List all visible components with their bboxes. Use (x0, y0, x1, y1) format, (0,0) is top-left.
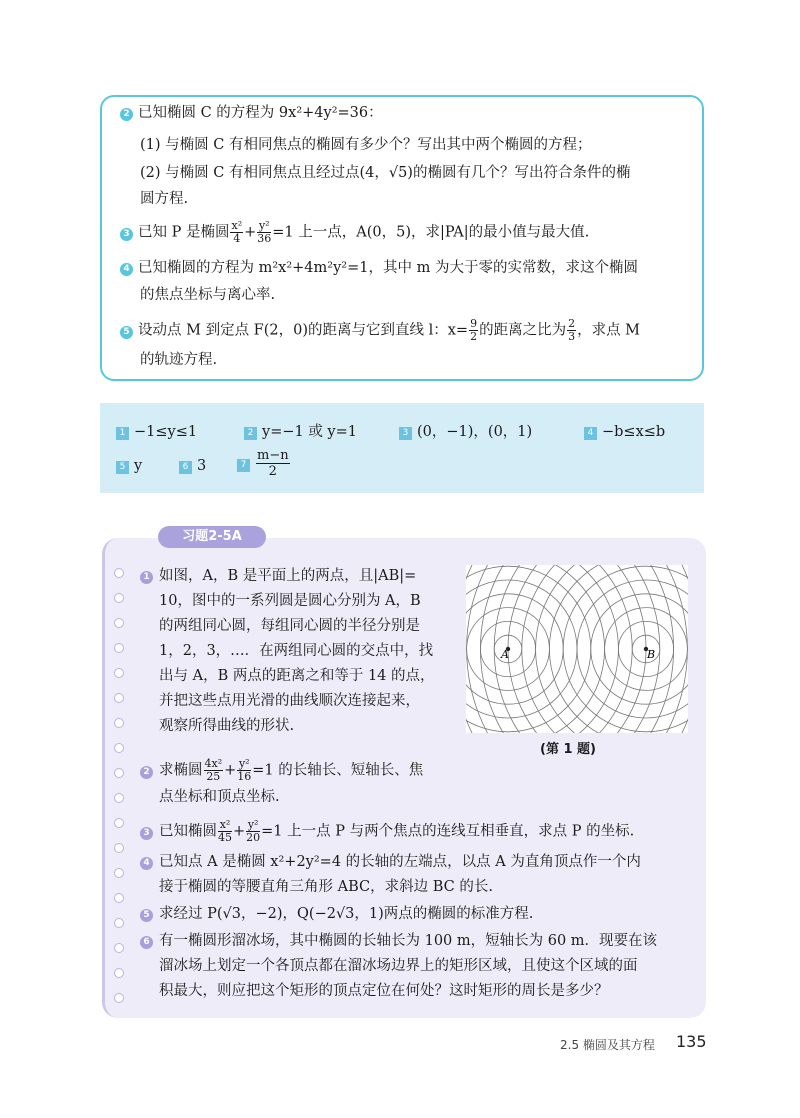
question-4-cont: 的焦点坐标与离心率. (140, 287, 276, 303)
question-4: 4 已知椭圆的方程为 m²x²+4m²y²=1，其中 m 为大于零的实常数，求这个椭圆 (120, 258, 638, 278)
exercise-4-cont: 接于椭圆的等腰直角三角形 ABC，求斜边 BC 的长. (159, 879, 493, 895)
exercise-title: 习题2-5A (158, 526, 266, 548)
binder-ring (114, 668, 124, 678)
binder-ring (114, 968, 124, 978)
concentric-circle (466, 565, 618, 733)
exercise-1-line: 10，图中的一系列圆是圆心分别为 A，B (159, 593, 421, 609)
binder-ring (114, 918, 124, 928)
answer-4: 4 −b≤x≤b (584, 422, 665, 442)
question-5-cont: 的轨迹方程. (140, 352, 218, 368)
answer-7: 7 $\frac{m-n}{2}$ (237, 448, 291, 479)
exercise-6-cont: 积最大，则应把这个矩形的顶点定位在何处？这时矩形的周长是多少？ (159, 983, 609, 999)
exercise-1-line: 观察所得曲线的形状. (159, 718, 295, 734)
exercise-6-cont: 溜冰场上划定一个各顶点都在溜冰场边界上的矩形区域，且使这个区域的面 (159, 958, 638, 974)
label-a: A (501, 648, 509, 661)
exercise-1-line: 1 如图，A，B 是平面上的两点，且|AB|= (140, 566, 416, 586)
figure-caption: (第 1 题) (540, 742, 596, 757)
binder-ring (114, 868, 124, 878)
binder-ring (114, 818, 124, 828)
binder-ring (114, 793, 124, 803)
binder-ring (114, 993, 124, 1003)
binder-ring (114, 843, 124, 853)
binder-ring (114, 768, 124, 778)
exercise-1-line: 1，2，3，…．在两组同心圆的交点中，找 (159, 643, 434, 659)
concentric-circle (536, 565, 688, 733)
exercise-1-line: 的两组同心圆，每组同心圆的半径分别是 (159, 618, 420, 634)
answer-2: 2 y=−1 或 y=1 (244, 422, 357, 442)
answer-3: 3 (0，−1)，(0，1) (399, 422, 532, 442)
question-2: 2 已知椭圆 C 的方程为 9x²+4y²=36： (120, 103, 383, 123)
binder-ring (114, 618, 124, 628)
binder-ring (114, 593, 124, 603)
concentric-circle (466, 565, 646, 733)
exercise-3: 3 已知椭圆 $\frac{\text{x²}}{45}$ + $\frac{\text{y²}}{20}$ =1 上一点 P 与两个焦点的连线互相垂直，求点 P 的坐标. (140, 819, 634, 844)
concentric-circles-figure (466, 565, 688, 733)
answer-6: 6 3 (179, 456, 206, 476)
page-number: 135 (676, 1032, 707, 1051)
binder-ring (114, 693, 124, 703)
concentric-circle (563, 566, 688, 732)
question-5: 5 设动点 M 到定点 F(2，0)的距离与它到直线 l：x= $\frac{9}{2}$ 的距离之比为 $\frac{2}{3}$ ，求点 M (120, 318, 640, 343)
exercise-4: 4 已知点 A 是椭圆 x²+2y²=4 的长轴的左端点，以点 A 为直角顶点作一个内 (140, 852, 641, 872)
question-2-part-2-cont: 圆方程. (140, 191, 189, 207)
exercise-2: 2 求椭圆 $\frac{\text{4x²}}{25}$ + $\frac{\text{y²}}{16}$ =1 的长轴长、短轴长、焦 (140, 758, 423, 783)
concentric-circle (466, 566, 591, 732)
binder-ring (114, 643, 124, 653)
binder-ring (114, 718, 124, 728)
exercise-5: 5 求经过 P(√3，−2)，Q(−2√3，1)两点的椭圆的标准方程. (140, 904, 533, 924)
answer-1: 1 −1≤y≤1 (116, 422, 197, 442)
footer-section: 2.5 椭圆及其方程 (560, 1038, 655, 1052)
circles-diagram (466, 565, 688, 733)
exercise-2-cont: 点坐标和顶点坐标. (159, 789, 280, 805)
question-2-part-1: (1) 与椭圆 C 有相同焦点的椭圆有多少个？写出其中两个椭圆的方程； (140, 137, 592, 153)
binder-ring (114, 893, 124, 903)
question-3: 3 已知 P 是椭圆 $\frac{\text{x²}}{4}$ + $\frac{\text{y²}}{36}$ =1 上一点，A(0，5)，求|PA|的最小值与最大值. (120, 220, 589, 245)
question-2-part-2: (2) 与椭圆 C 有相同焦点且经过点(4，√5)的椭圆有几个？写出符合条件的椭 (140, 165, 631, 181)
question-number: 2 (120, 108, 133, 121)
answer-bar (100, 403, 704, 493)
binder-ring (114, 743, 124, 753)
exercise-1-line: 并把这些点用光滑的曲线顺次连接起来， (159, 693, 420, 709)
binder-ring (114, 568, 124, 578)
exercise-6: 6 有一椭圆形溜冰场，其中椭圆的长轴长为 100 m，短轴长为 60 m．现要在该 (140, 931, 657, 951)
exercise-1-line: 出与 A，B 两点的距离之和等于 14 的点， (159, 668, 435, 684)
concentric-circle (508, 565, 688, 733)
label-b: B (647, 648, 656, 661)
binder-ring (114, 943, 124, 953)
answer-5: 5 y (116, 456, 142, 476)
